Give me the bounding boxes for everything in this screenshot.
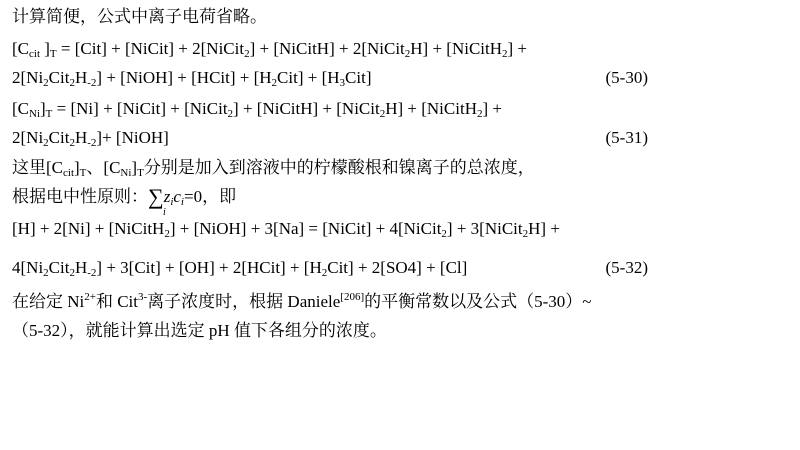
formula-text: H [74,128,88,147]
subscript: -2 [87,137,97,149]
subscript: T [137,167,144,179]
subscript: i [180,196,184,208]
formula-text: ] + [507,39,528,58]
definition-line [12,157,535,179]
subscript: 2 [321,267,328,279]
subscript: i [170,196,174,208]
formula-text: z [163,187,171,206]
formula-text: H] + [NiCitH [385,99,477,118]
subscript: cit [29,48,40,60]
eq-5-31-line-2 [12,127,169,149]
formula-text: [H] + 2[Ni] + [NiCitH [12,219,165,238]
subscript: 2 [227,108,234,120]
formula-text: 和 Cit [95,292,139,311]
subscript: -2 [87,267,97,279]
formula-text: Cit] [345,68,372,87]
formula-text: [C [12,39,29,58]
formula-text: 这里[C [12,158,63,177]
formula-text: ] [40,39,50,58]
subscript: T [49,48,57,60]
formula-text: 4[Ni [12,258,44,277]
formula-text: ] [40,99,46,118]
subscript: 2 [404,48,411,60]
formula-text: H [74,68,88,87]
formula-text: Cit] + 2[SO4] + [Cl] [327,258,468,277]
formula-text: =0，即 [183,187,237,206]
subscript: 2 [441,228,447,240]
formula-text: ] [131,158,138,177]
subscript: 2 [502,48,508,60]
formula-text: 的平衡常数以及公式（5-30）~ [364,292,592,311]
eq-5-30-number: (5-30) [605,68,648,87]
final-line-1 [12,291,591,313]
subscript: 2 [43,267,49,279]
formula-text: ] + 3[Cit] + [OH] + 2[HCit] + [H [96,258,322,277]
subscript: 2 [476,108,483,120]
formula-text: c [173,187,181,206]
eq-5-31-number: (5-31) [605,128,648,147]
summation-symbol: ∑ [148,184,164,209]
subscript: 3 [339,77,346,89]
formula-text: ] + [NiCitH] + [NiCit [233,99,380,118]
subscript: 2 [379,108,386,120]
formula-text: ] + 3[NiCit [446,219,523,238]
eq-5-30-line-1 [12,38,527,60]
formula-text: ] + [NiOH] + 3[Na] = [NiCit] + 4[NiCit [169,219,442,238]
eq-5-30-line-2 [12,67,371,89]
subscript: 2 [164,228,170,240]
formula-text: H] + [528,219,560,238]
formula-text: （5-32），就能计算出选定 pH 值下各组分的浓度。 [12,321,387,340]
subscript: 2 [69,137,75,149]
subscript: 2 [69,267,75,279]
formula-text: 、[C [86,158,121,177]
eq-5-32-line-1 [12,218,560,240]
subscript: T [79,167,87,179]
final-line-2 [12,320,387,342]
superscript: [206] [340,291,365,303]
formula-text: 2[Ni [12,68,44,87]
formula-text: = [Cit] + [NiCit] + 2[NiCit [56,39,245,58]
eq-5-32-number: (5-32) [605,258,648,277]
formula-text: ] + [NiCitH] + 2[NiCit [249,39,405,58]
formula-text: 在给定 Ni [12,292,85,311]
formula-text: 分别是加入到溶液中的柠檬酸根和镍离子的总浓度， [143,158,535,177]
superscript: 3- [138,291,148,303]
formula-text: Cit [48,258,70,277]
formula-text: 2[Ni [12,128,44,147]
subscript: -2 [87,77,97,89]
subscript: Ni [29,108,40,120]
formula-text: = [Ni] + [NiCit] + [NiCit [52,99,228,118]
formula-text: H] + [NiCitH [410,39,503,58]
formula-text: ] + [NiOH] + [HCit] + [H [96,68,272,87]
subscript: 2 [522,228,529,240]
eq-5-32-line-2 [12,257,467,279]
subscript: 2 [271,77,278,89]
subscript: Ni [120,167,132,179]
intro-text: 计算简便，公式中离子电荷省略。 [12,7,267,26]
formula-text: H [74,258,88,277]
subscript: T [45,108,53,120]
formula-text: ] + [482,99,502,118]
subscript: 2 [43,137,49,149]
eq-5-31-line-1 [12,98,502,120]
intro-line [12,6,267,28]
subscript: 2 [244,48,250,60]
formula-text: 根据电中性原则： [12,187,148,206]
formula-text: [C [12,99,29,118]
subscript: cit [63,167,74,179]
subscript: 2 [43,77,49,89]
summation-index: i [163,207,166,218]
formula-text: ] [74,158,80,177]
formula-text: Cit] + [H [277,68,340,87]
formula-text: Cit [48,68,70,87]
formula-text: 离子浓度时，根据 Daniele [147,292,341,311]
superscript: 2+ [84,291,96,303]
formula-text: ]+ [NiOH] [96,128,169,147]
formula-text: Cit [48,128,70,147]
subscript: 2 [69,77,75,89]
neutrality-line [12,186,236,208]
